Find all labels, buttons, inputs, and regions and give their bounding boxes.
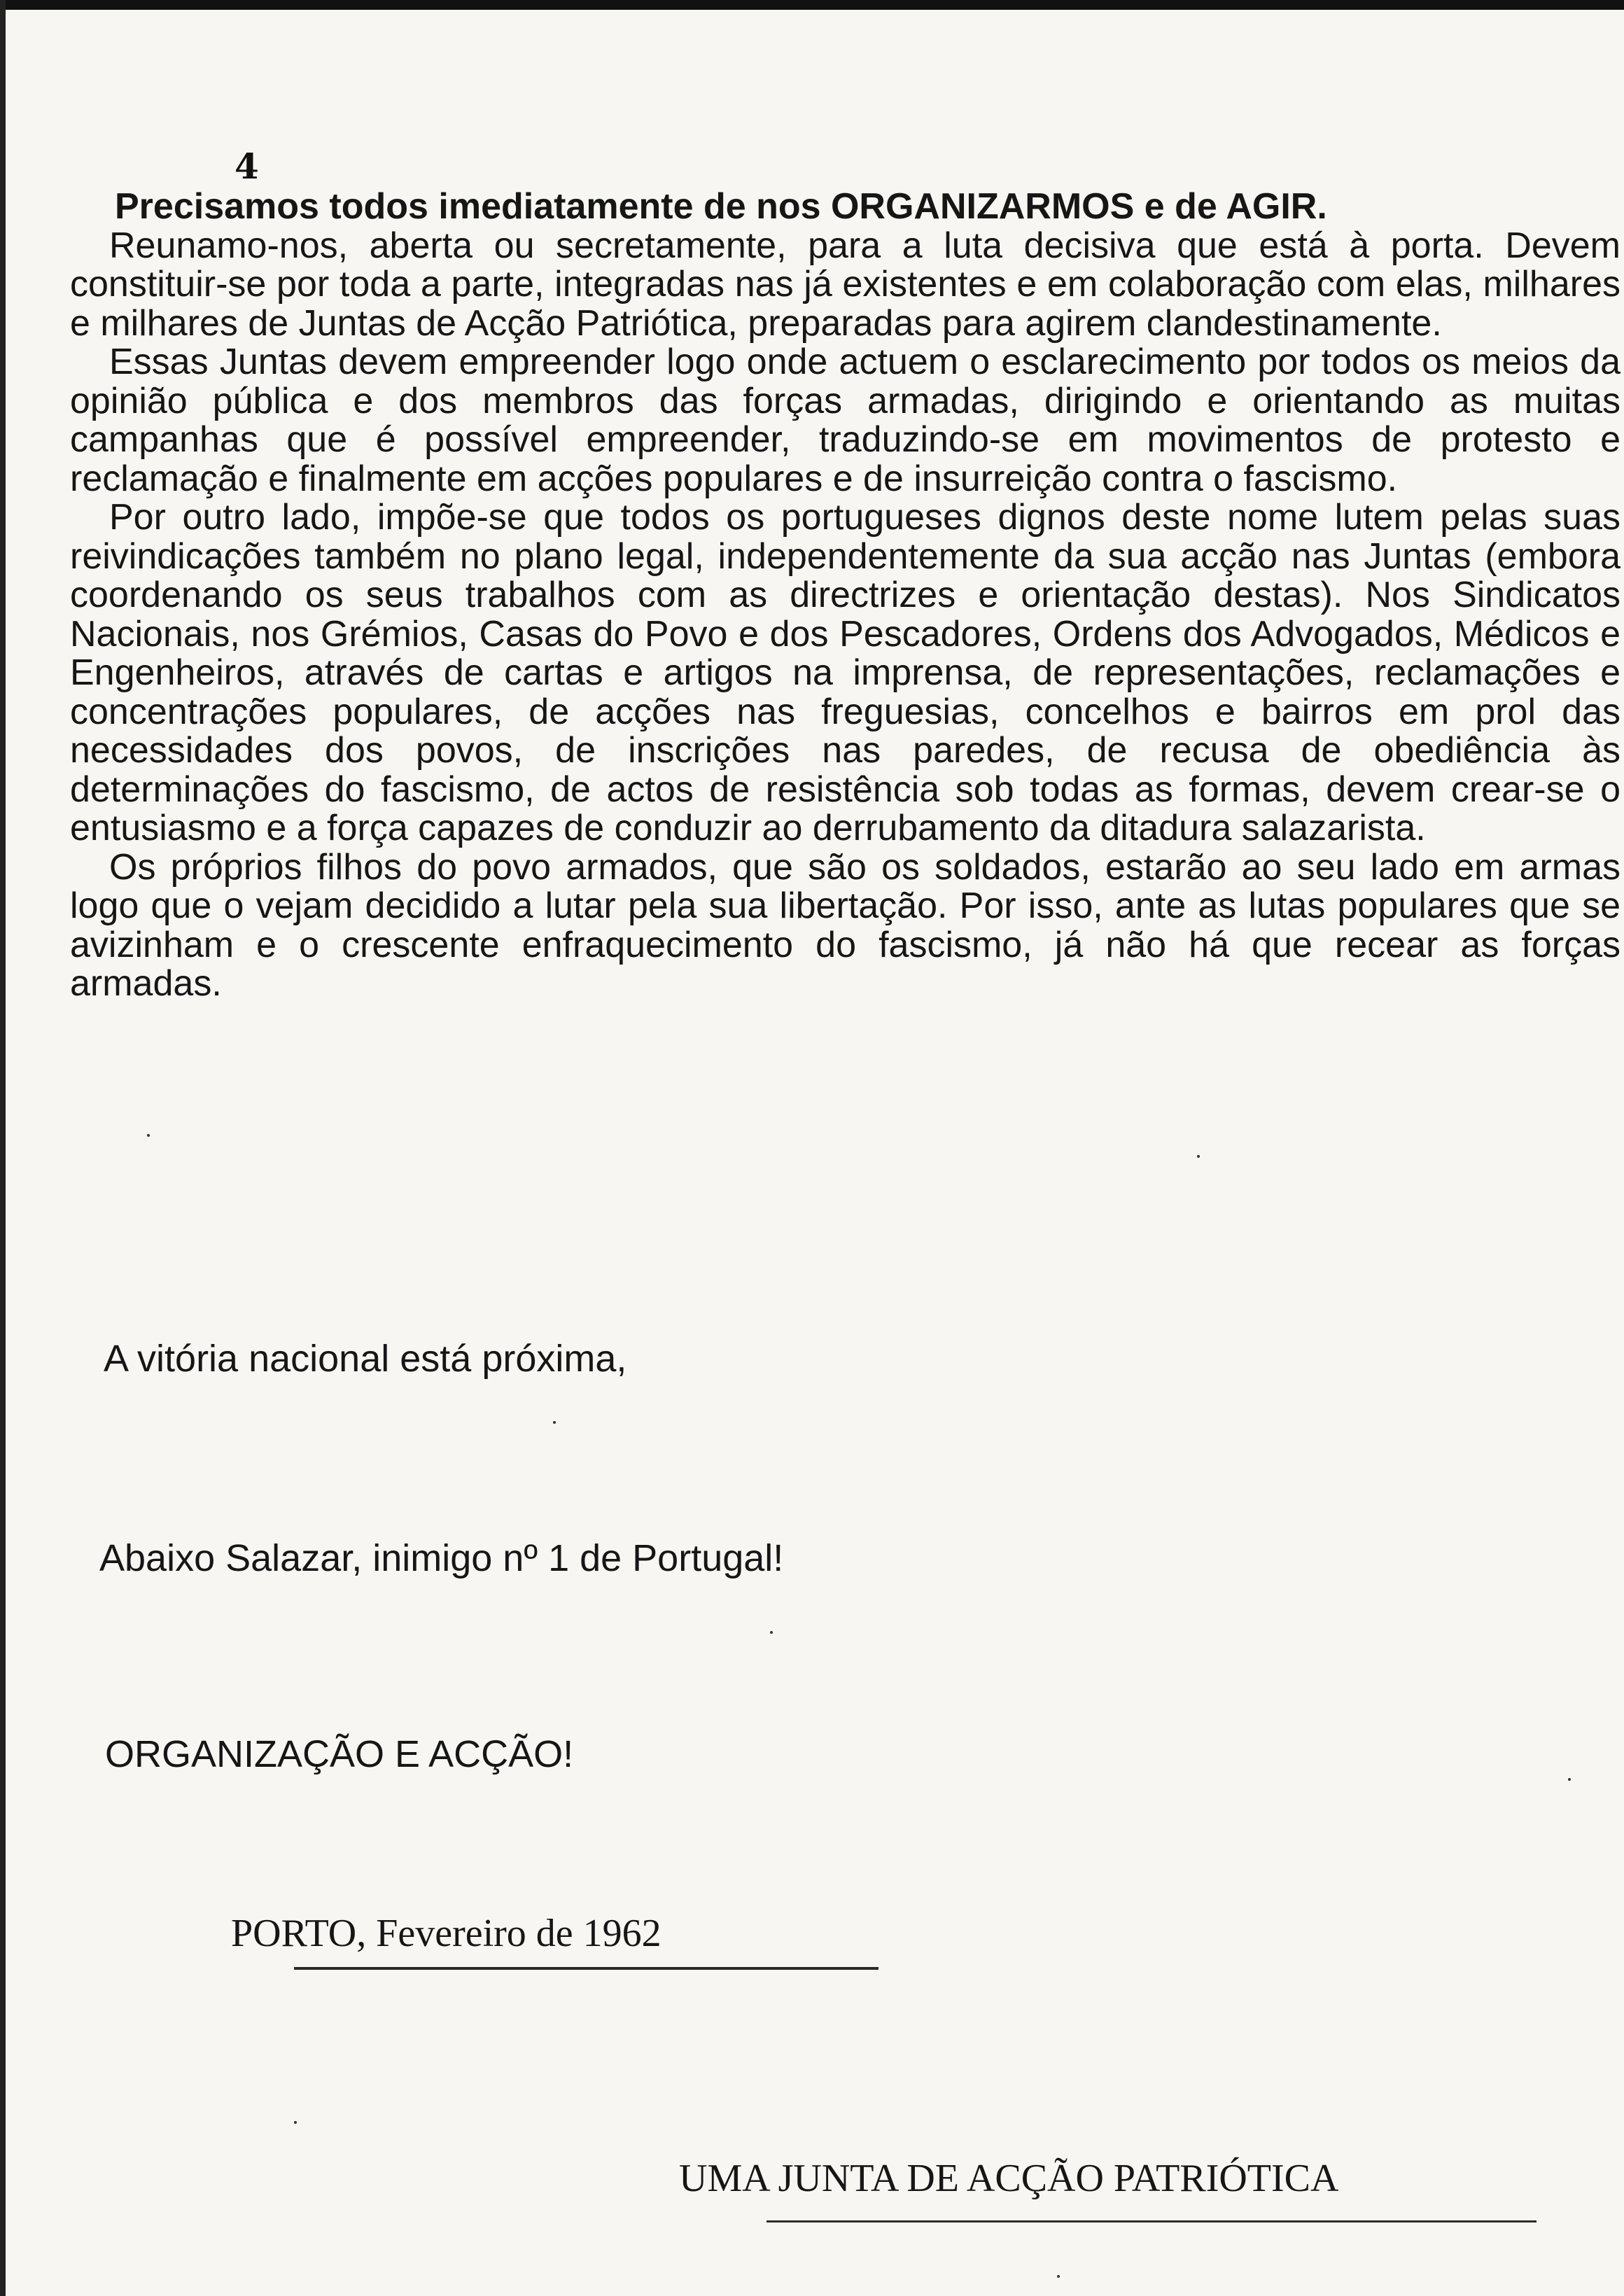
signature-underline — [766, 2220, 1536, 2222]
print-speck — [294, 2121, 297, 2124]
slogan-down-with-salazar: Abaixo Salazar, inimigo nº 1 de Portugal! — [99, 1537, 784, 1579]
print-speck — [553, 1421, 556, 1424]
lead-paragraph: Precisamos todos imediatamente de nos ORGANIZARMOS e de AGIR. — [115, 186, 1327, 227]
slogan-victory: A vitória nacional está próxima, — [104, 1338, 627, 1380]
print-speck — [147, 1134, 150, 1137]
divider-line — [294, 1967, 878, 1970]
page-top-edge — [0, 0, 1624, 10]
paragraph: Reunamo-nos, aberta ou secretamente, para a luta decisiva que está à porta. Devem constituir-se por toda a parte, integradas nas já existentes e em colaboração com elas, milhares e milhares de Juntas de Acção Patriótica, preparadas para agirem clandestinamente. — [70, 225, 1620, 344]
paragraph: Por outro lado, impõe-se que todos os portugueses dignos deste nome lutem pelas suas reivindicações também no plano legal, independentemente da sua acção nas Juntas (embora coordenando os seus trabalhos com as directrizes e orientação destas). Nos Sindicatos Nacionais, nos Grémios, Casas do Povo e dos Pescadores, Ordens dos Advogados, Médicos e Engenheiros, através de cartas e artigos na imprensa, de representações, reclamações e concentrações populares, de acções nas freguesias, concelhos e bairros em prol das necessidades dos povos, de inscrições nas paredes, de recusa de obediência às determinações do fascismo, de actos de resistência sob todas as formas, devem crear-se o entusiasmo e a força capazes de conduzir ao derrubamento da ditadura salazarista. — [70, 497, 1620, 848]
place-and-date: PORTO, Fevereiro de 1962 — [231, 1912, 662, 1955]
print-speck — [770, 1631, 773, 1634]
signature: UMA JUNTA DE ACÇÃO PATRIÓTICA — [679, 2157, 1339, 2200]
print-speck — [1197, 1155, 1200, 1158]
page-left-edge — [0, 0, 6, 2296]
body-text — [70, 188, 1620, 1004]
slogan-organization-action: ORGANIZAÇÃO E ACÇÃO! — [105, 1733, 574, 1775]
print-speck — [1057, 2275, 1060, 2278]
page-number: 4 — [234, 146, 259, 187]
paragraph: Essas Juntas devem empreender logo onde actuem o esclarecimento por todos os meios da opinião pública e dos membros das forças armadas, dirigindo e orientando as muitas campanhas que é possível empreender, traduzindo-se em movimentos de protesto e reclamação e finalmente em acções populares e de insurreição contra o fascismo. — [70, 342, 1620, 499]
print-speck — [1568, 1778, 1571, 1781]
paragraph: Os próprios filhos do povo armados, que são os soldados, estarão ao seu lado em armas logo que o vejam decidido a lutar pela sua libertação. Por isso, ante as lutas populares que se avizinham e o crescente enfraquecimento do fascismo, já não há que recear as forças armadas. — [70, 846, 1620, 1004]
